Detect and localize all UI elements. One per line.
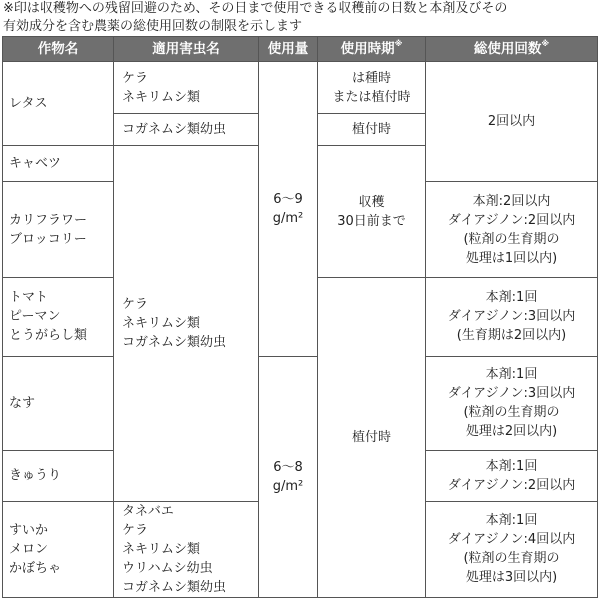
crop-cell-cucumber: きゅうり — [3, 450, 114, 501]
timing-restriction-mark: ※ — [394, 38, 403, 48]
count-cell-cucumber: 本剤:1回 ダイアジノン:2回以内 — [426, 450, 598, 501]
amount-cell-a: 6〜9 g/m² — [259, 62, 318, 357]
header-crop: 作物名 — [3, 37, 114, 62]
count-cell-lettuce-cabbage: 2回以内 — [426, 62, 598, 182]
crop-cell-tomato: トマト ピーマン とうがらし類 — [3, 278, 114, 356]
header-pest: 適用害虫名 — [114, 37, 259, 62]
count-cell-cauliflower: 本剤:2回以内 ダイアジノン:2回以内 (粒剤の生育期の 処理は1回以内) — [426, 182, 598, 278]
pesticide-usage-table — [2, 36, 598, 598]
count-restriction-mark: ※ — [541, 38, 550, 48]
crop-cell-eggplant: なす — [3, 356, 114, 450]
restriction-note: ※印は収穫物への残留回避のため、その日まで使用できる収穫前の日数と本剤及びその 有効成分を含む農薬の総使用回数の制限を示します — [3, 1, 508, 34]
pest-cell-lettuce-b: コガネムシ類幼虫 — [114, 114, 259, 146]
crop-cell-melon: すいか メロン かぼちゃ — [3, 501, 114, 597]
header-row — [3, 37, 598, 62]
amount-cell-b: 6〜8 g/m² — [259, 356, 318, 597]
count-cell-melon: 本剤:1回 ダイアジノン:4回以内 (粒剤の生育期の 処理は3回以内) — [426, 501, 598, 597]
pest-cell-lettuce-a: ケラ ネキリムシ類 — [114, 62, 259, 114]
timing-cell-lettuce-b: 植付時 — [318, 114, 426, 146]
crop-cell-cauliflower: カリフラワー ブロッコリー — [3, 182, 114, 278]
pest-cell-cucurbits: タネバエ ケラ ネキリムシ類 ウリハムシ幼虫 コガネムシ類幼虫 — [114, 501, 259, 597]
timing-cell-lettuce-a: は種時 または植付時 — [318, 62, 426, 114]
header-amount: 使用量 — [259, 37, 318, 62]
header-count: 総使用回数※ — [426, 37, 598, 62]
crop-cell-lettuce: レタス — [3, 62, 114, 146]
table-row — [3, 356, 598, 450]
table-row — [3, 62, 598, 114]
header-timing: 使用時期※ — [318, 37, 426, 62]
crop-cell-cabbage: キャベツ — [3, 146, 114, 182]
count-cell-tomato: 本剤:1回 ダイアジノン:3回以内 (生育期は2回以内) — [426, 278, 598, 356]
timing-cell-planting: 植付時 — [318, 278, 426, 598]
count-cell-eggplant: 本剤:1回 ダイアジノン:3回以内 (粒剤の生育期の 処理は2回以内) — [426, 356, 598, 450]
timing-cell-harvest: 収穫 30日前まで — [318, 146, 426, 278]
pest-cell-group: ケラ ネキリムシ類 コガネムシ類幼虫 — [114, 146, 259, 502]
